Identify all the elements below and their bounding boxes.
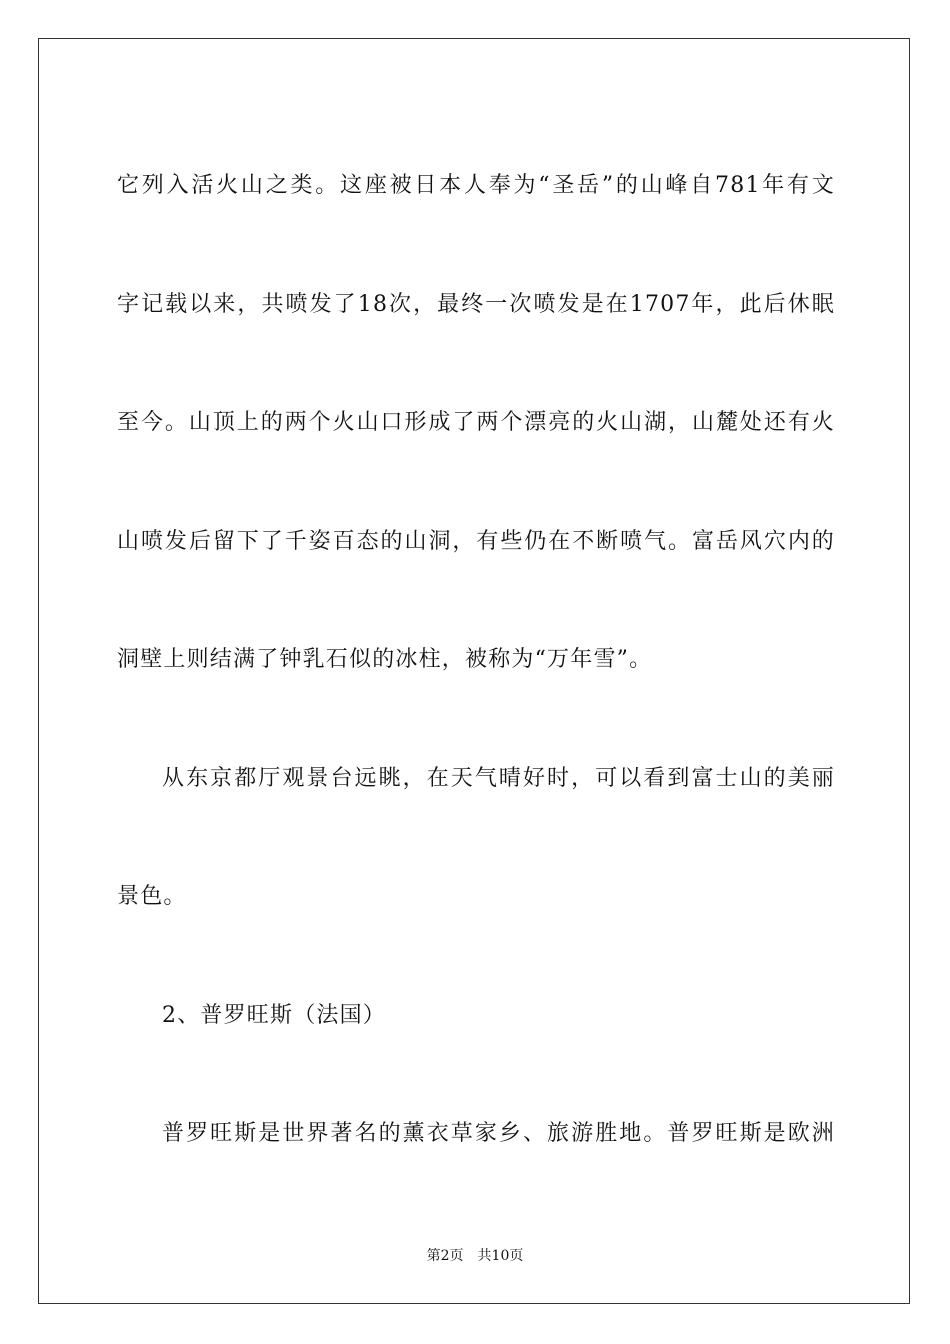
page-number: 第2页 bbox=[426, 1248, 464, 1264]
paragraph-line-5: 洞壁上则结满了钟乳石似的冰柱，被称为“万年雪”。 bbox=[117, 647, 653, 672]
paragraph-line-7: 景色。 bbox=[117, 884, 187, 909]
paragraph-line-1: 它列入活火山之类。这座被日本人奉为“圣岳”的山峰自781年有文 bbox=[117, 173, 835, 198]
page-footer bbox=[0, 1245, 950, 1265]
paragraph-line-9: 普罗旺斯是世界著名的薰衣草家乡、旅游胜地。普罗旺斯是欧洲 bbox=[162, 1121, 835, 1146]
paragraph-line-3: 至今。山顶上的两个火山口形成了两个漂亮的火山湖，山麓处还有火 bbox=[117, 410, 835, 435]
document-body bbox=[117, 127, 835, 1194]
paragraph-line-4: 山喷发后留下了千姿百态的山洞，有些仍在不断喷气。富岳风穴内的 bbox=[117, 528, 835, 554]
page-total: 共10页 bbox=[477, 1248, 524, 1264]
paragraph-line-6: 从东京都厅观景台远眺，在天气晴好时，可以看到富士山的美丽 bbox=[162, 765, 835, 791]
section-heading: 2、普罗旺斯（法国） bbox=[162, 1002, 386, 1028]
paragraph-line-2: 字记载以来，共喷发了18次，最终一次喷发是在1707年，此后休眠 bbox=[117, 291, 835, 317]
